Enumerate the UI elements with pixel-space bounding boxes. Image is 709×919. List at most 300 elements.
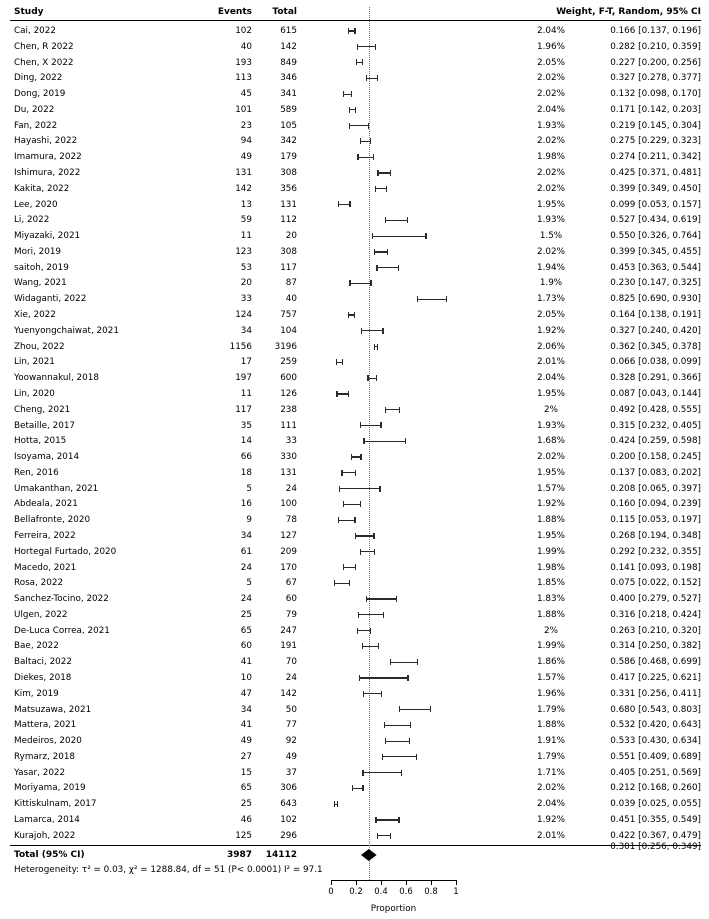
ci-bar — [377, 835, 391, 836]
total-row-total: 14112 — [265, 850, 297, 860]
total-value: 306 — [280, 783, 297, 794]
total-value: 111 — [280, 420, 297, 431]
study-label: Bellafronte, 2020 — [14, 515, 91, 526]
study-label: Kim, 2019 — [14, 688, 59, 699]
ci-text: 0.212 [0.168, 0.260] — [610, 783, 701, 794]
weight-value: 1.93% — [537, 120, 565, 131]
ci-bar — [366, 598, 397, 599]
events-value: 24 — [240, 562, 252, 573]
events-value: 53 — [240, 262, 252, 273]
ci-text: 0.327 [0.278, 0.377] — [610, 73, 701, 84]
total-value: 100 — [280, 499, 297, 510]
events-value: 18 — [240, 467, 252, 478]
ci-bar — [357, 46, 376, 47]
study-label: Ulgen, 2022 — [14, 609, 68, 620]
weight-value: 1.95% — [537, 199, 565, 210]
weight-value: 1.5% — [539, 231, 563, 242]
ci-text: 0.399 [0.349, 0.450] — [610, 183, 701, 194]
study-label: Ding, 2022 — [14, 73, 63, 84]
events-value: 10 — [240, 672, 252, 683]
x-axis-tick-label: 0.6 — [399, 887, 413, 897]
events-value: 113 — [235, 73, 252, 84]
events-value: 34 — [240, 325, 252, 336]
ci-bar — [352, 788, 364, 789]
weight-value: 2.06% — [537, 341, 565, 352]
total-value: 170 — [280, 562, 297, 573]
ci-bar — [377, 172, 391, 173]
total-value: 105 — [280, 120, 297, 131]
x-axis-tick — [456, 880, 457, 885]
study-label: Kakita, 2022 — [14, 183, 70, 194]
study-label: Kittiskulnam, 2017 — [14, 799, 97, 810]
total-value: 643 — [280, 799, 297, 810]
total-value: 33 — [285, 436, 297, 447]
total-value: 112 — [280, 215, 297, 226]
weight-value: 1.92% — [537, 499, 565, 510]
weight-value: 1.73% — [537, 294, 565, 305]
ci-text: 0.208 [0.065, 0.397] — [610, 483, 701, 494]
ci-bar — [348, 30, 355, 31]
events-value: 11 — [240, 388, 252, 399]
weight-value: 1.98% — [537, 562, 565, 573]
total-value: 342 — [280, 136, 297, 147]
weight-value: 2.01% — [537, 830, 565, 841]
ci-bar — [343, 504, 361, 505]
ci-text: 0.453 [0.363, 0.544] — [610, 262, 701, 273]
total-value: 117 — [280, 262, 297, 273]
x-axis-tick — [381, 880, 382, 885]
weight-value: 1.79% — [537, 704, 565, 715]
events-value: 101 — [235, 104, 252, 115]
ci-text: 0.417 [0.225, 0.621] — [610, 672, 701, 683]
total-value: 126 — [280, 388, 297, 399]
ci-text: 0.132 [0.098, 0.170] — [610, 89, 701, 100]
events-value: 46 — [240, 815, 252, 825]
weight-value: 2.02% — [537, 73, 565, 84]
weight-value: 1.95% — [537, 388, 565, 399]
study-label: Medeiros, 2020 — [14, 736, 82, 747]
ci-bar — [355, 535, 374, 536]
ci-text: 0.425 [0.371, 0.481] — [610, 168, 701, 179]
ci-bar — [385, 220, 408, 221]
total-value: 296 — [280, 830, 297, 841]
total-value: 341 — [280, 89, 297, 100]
ci-text: 0.137 [0.083, 0.202] — [610, 467, 701, 478]
study-label: Miyazaki, 2021 — [14, 231, 81, 242]
total-value: 209 — [280, 546, 297, 557]
ci-text: 0.550 [0.326, 0.764] — [610, 231, 701, 242]
ci-text: 0.164 [0.138, 0.191] — [610, 310, 701, 321]
events-value: 17 — [240, 357, 252, 368]
study-label: Xie, 2022 — [14, 310, 56, 321]
ci-text: 0.316 [0.218, 0.424] — [610, 609, 701, 620]
total-value: 78 — [285, 515, 297, 526]
study-label: Rymarz, 2018 — [14, 751, 76, 762]
events-value: 35 — [240, 420, 252, 431]
weight-value: 1.57% — [537, 483, 565, 494]
ci-text: 0.825 [0.690, 0.930] — [610, 294, 701, 305]
total-value: 87 — [285, 278, 297, 289]
ci-text: 0.087 [0.043, 0.144] — [610, 388, 701, 399]
ci-bar — [341, 472, 356, 473]
study-label: Yuenyongchaiwat, 2021 — [14, 325, 119, 336]
weight-value: 2.02% — [537, 246, 565, 257]
total-value: 50 — [285, 704, 297, 715]
total-value: 20 — [285, 231, 297, 242]
x-axis-tick — [331, 880, 332, 885]
ci-text: 0.680 [0.543, 0.803] — [610, 704, 701, 715]
ci-text: 0.275 [0.229, 0.323] — [610, 136, 701, 147]
study-label: Fan, 2022 — [14, 120, 58, 131]
events-value: 49 — [240, 736, 252, 747]
ci-bar — [382, 756, 417, 757]
events-value: 9 — [246, 515, 252, 526]
x-axis-title: Proportion — [370, 904, 417, 914]
weight-value: 2.04% — [537, 799, 565, 810]
events-value: 13 — [240, 199, 252, 210]
weight-value: 2% — [544, 404, 558, 415]
ci-text: 0.527 [0.434, 0.619] — [610, 215, 701, 226]
events-value: 41 — [240, 720, 252, 731]
ci-text: 0.200 [0.158, 0.245] — [610, 452, 701, 463]
study-label: Li, 2022 — [14, 215, 50, 226]
total-value: 247 — [280, 625, 297, 636]
ci-text: 0.099 [0.053, 0.157] — [610, 199, 701, 210]
weight-value: 2% — [544, 625, 558, 636]
ci-text: 0.171 [0.142, 0.203] — [610, 104, 701, 115]
study-label: Macedo, 2021 — [14, 562, 77, 573]
study-label: Ferreira, 2022 — [14, 530, 76, 541]
events-value: 40 — [240, 41, 252, 52]
study-label: Wang, 2021 — [14, 278, 67, 289]
ci-text: 0.327 [0.240, 0.420] — [610, 325, 701, 336]
study-label: Bae, 2022 — [14, 641, 59, 652]
study-label: Hayashi, 2022 — [14, 136, 78, 147]
study-label: Chen, X 2022 — [14, 57, 74, 68]
study-label: Mattera, 2021 — [14, 720, 77, 731]
ci-bar — [363, 441, 405, 442]
weight-value: 1.83% — [537, 594, 565, 605]
study-label: Isoyama, 2014 — [14, 452, 80, 463]
study-label: Lin, 2021 — [14, 357, 55, 368]
weight-value: 1.96% — [537, 41, 565, 52]
pooled-diamond — [361, 849, 377, 861]
total-value: 70 — [285, 657, 297, 668]
weight-value: 1.88% — [537, 609, 565, 620]
total-value: 127 — [280, 530, 297, 541]
study-label: Mori, 2019 — [14, 246, 62, 257]
x-axis-tick — [406, 880, 407, 885]
total-value: 308 — [280, 168, 297, 179]
study-label: Lee, 2020 — [14, 199, 58, 210]
study-label: Hortegal Furtado, 2020 — [14, 546, 117, 557]
total-value: 757 — [280, 310, 297, 321]
total-value: 191 — [280, 641, 297, 652]
weight-value: 2.01% — [537, 357, 565, 368]
study-label: Cai, 2022 — [14, 26, 56, 36]
events-value: 125 — [235, 830, 252, 841]
x-axis-tick-label: 1 — [453, 887, 459, 897]
ci-text: 0.492 [0.428, 0.555] — [610, 404, 701, 415]
study-label: Du, 2022 — [14, 104, 55, 115]
total-value: 356 — [280, 183, 297, 194]
ci-bar — [336, 362, 344, 363]
column-header-total: Total — [272, 7, 297, 17]
total-value: 49 — [285, 751, 297, 762]
total-value: 346 — [280, 73, 297, 84]
ci-text: 0.422 [0.367, 0.479] — [610, 830, 701, 841]
ci-text: 0.451 [0.355, 0.549] — [610, 815, 701, 825]
events-value: 16 — [240, 499, 252, 510]
total-value: 131 — [280, 467, 297, 478]
ci-text: 0.400 [0.279, 0.527] — [610, 594, 701, 605]
total-value: 67 — [285, 578, 297, 589]
study-label: Chen, R 2022 — [14, 41, 74, 52]
events-value: 65 — [240, 625, 252, 636]
ci-text: 0.533 [0.430, 0.634] — [610, 736, 701, 747]
ci-bar — [359, 677, 409, 678]
ci-bar — [375, 188, 388, 189]
weight-value: 1.93% — [537, 215, 565, 226]
study-label: Widaganti, 2022 — [14, 294, 87, 305]
ci-text: 0.292 [0.232, 0.355] — [610, 546, 701, 557]
events-value: 131 — [235, 168, 252, 179]
total-value: 849 — [280, 57, 297, 68]
ci-text: 0.551 [0.409, 0.689] — [610, 751, 701, 762]
weight-value: 2.04% — [537, 104, 565, 115]
ci-bar — [336, 393, 349, 394]
ci-bar — [349, 283, 371, 284]
ci-text: 0.282 [0.210, 0.359] — [610, 41, 701, 52]
ci-bar — [338, 520, 356, 521]
weight-value: 1.91% — [537, 736, 565, 747]
weight-value: 2.05% — [537, 310, 565, 321]
x-axis-line — [331, 880, 456, 881]
ci-bar — [375, 819, 399, 820]
total-value: 589 — [280, 104, 297, 115]
total-value: 308 — [280, 246, 297, 257]
ci-bar — [372, 236, 427, 237]
events-value: 20 — [240, 278, 252, 289]
study-label: Lamarca, 2014 — [14, 815, 80, 825]
weight-value: 1.88% — [537, 515, 565, 526]
ci-bar — [348, 314, 355, 315]
events-value: 34 — [240, 704, 252, 715]
ci-text: 0.315 [0.232, 0.405] — [610, 420, 701, 431]
ci-bar — [376, 267, 399, 268]
ci-text: 0.532 [0.420, 0.643] — [610, 720, 701, 731]
weight-value: 1.99% — [537, 641, 565, 652]
ci-bar — [385, 409, 401, 410]
weight-value: 1.94% — [537, 262, 565, 273]
header-rule — [10, 20, 701, 21]
ci-bar — [343, 567, 356, 568]
study-label: Cheng, 2021 — [14, 404, 71, 415]
x-axis-tick-label: 0.4 — [374, 887, 388, 897]
study-label: Diekes, 2018 — [14, 672, 72, 683]
ci-bar — [362, 772, 402, 773]
ci-bar — [363, 693, 382, 694]
ci-text: 0.274 [0.211, 0.342] — [610, 152, 701, 163]
ci-bar — [334, 583, 350, 584]
total-value: 79 — [285, 609, 297, 620]
column-header-study: Study — [14, 7, 44, 17]
ci-bar — [362, 646, 379, 647]
study-label: Matsuzawa, 2021 — [14, 704, 92, 715]
weight-value: 2.02% — [537, 183, 565, 194]
ci-text: 0.227 [0.200, 0.256] — [610, 57, 701, 68]
x-axis-tick-label: 0 — [328, 887, 334, 897]
study-label: De-Luca Correa, 2021 — [14, 625, 110, 636]
ci-text: 0.405 [0.251, 0.569] — [610, 767, 701, 778]
events-value: 60 — [240, 641, 252, 652]
ci-text: 0.314 [0.250, 0.382] — [610, 641, 701, 652]
weight-value: 1.71% — [537, 767, 565, 778]
total-value: 40 — [285, 294, 297, 305]
events-value: 33 — [240, 294, 252, 305]
study-label: Betaille, 2017 — [14, 420, 76, 431]
ci-text: 0.263 [0.210, 0.320] — [610, 625, 701, 636]
x-axis-tick — [356, 880, 357, 885]
ci-bar — [374, 346, 378, 347]
events-value: 65 — [240, 783, 252, 794]
ci-bar — [366, 78, 378, 79]
study-label: Sanchez-Tocino, 2022 — [14, 594, 109, 605]
ci-bar — [390, 662, 419, 663]
ci-text: 0.586 [0.468, 0.699] — [610, 657, 701, 668]
study-label: Kurajoh, 2022 — [14, 830, 76, 841]
events-value: 59 — [240, 215, 252, 226]
total-value: 259 — [280, 357, 297, 368]
ci-bar — [356, 62, 363, 63]
study-label: Rosa, 2022 — [14, 578, 64, 589]
ci-bar — [338, 204, 351, 205]
ci-text: 0.219 [0.145, 0.304] — [610, 120, 701, 131]
events-value: 61 — [240, 546, 252, 557]
total-value: 102 — [280, 815, 297, 825]
ci-bar — [360, 551, 375, 552]
study-label: Hotta, 2015 — [14, 436, 67, 447]
study-label: Imamura, 2022 — [14, 152, 82, 163]
ci-text: 0.160 [0.094, 0.239] — [610, 499, 701, 510]
events-value: 5 — [246, 483, 252, 494]
weight-value: 1.92% — [537, 815, 565, 825]
ci-text: 0.141 [0.093, 0.198] — [610, 562, 701, 573]
events-value: 14 — [240, 436, 252, 447]
ci-text: 0.230 [0.147, 0.325] — [610, 278, 701, 289]
total-value: 3196 — [274, 341, 297, 352]
ci-bar — [360, 425, 382, 426]
ci-bar — [399, 709, 432, 710]
ci-text: 0.424 [0.259, 0.598] — [610, 436, 701, 447]
total-value: 179 — [280, 152, 297, 163]
weight-value: 2.02% — [537, 136, 565, 147]
pooled-ci-text: 0.301 [0.256, 0.349] — [610, 842, 701, 852]
ci-bar — [351, 456, 362, 457]
total-value: 131 — [280, 199, 297, 210]
ci-bar — [349, 125, 369, 126]
total-value: 142 — [280, 688, 297, 699]
total-value: 142 — [280, 41, 297, 52]
study-label: Abdeala, 2021 — [14, 499, 78, 510]
events-value: 94 — [240, 136, 252, 147]
total-value: 37 — [285, 767, 297, 778]
ci-bar — [367, 378, 376, 379]
events-value: 23 — [240, 120, 252, 131]
events-value: 117 — [235, 404, 252, 415]
events-value: 24 — [240, 594, 252, 605]
events-value: 11 — [240, 231, 252, 242]
total-value: 615 — [280, 26, 297, 36]
ci-bar — [385, 741, 411, 742]
events-value: 25 — [240, 799, 252, 810]
weight-value: 2.02% — [537, 168, 565, 179]
total-value: 60 — [285, 594, 297, 605]
ci-bar — [334, 804, 338, 805]
events-value: 1156 — [229, 341, 252, 352]
x-axis-tick-label: 0.8 — [424, 887, 438, 897]
weight-value: 1.79% — [537, 751, 565, 762]
study-label: Yasar, 2022 — [14, 767, 66, 778]
column-header-events: Events — [217, 7, 252, 17]
study-label: Baltaci, 2022 — [14, 657, 72, 668]
ci-bar — [339, 488, 381, 489]
weight-value: 1.93% — [537, 420, 565, 431]
study-label: saitoh, 2019 — [14, 262, 69, 273]
study-label: Ren, 2016 — [14, 467, 59, 478]
events-value: 102 — [235, 26, 252, 36]
total-row-events: 3987 — [226, 850, 252, 860]
weight-value: 1.95% — [537, 530, 565, 541]
events-value: 197 — [235, 373, 252, 384]
events-value: 15 — [240, 767, 252, 778]
total-value: 104 — [280, 325, 297, 336]
heterogeneity-text: Heterogeneity: τ² = 0.03, χ² = 1288.84, df = 51 (P< 0.0001) I² = 97.1 — [14, 865, 323, 875]
total-row-label: Total (95% CI) — [14, 850, 85, 860]
ci-text: 0.039 [0.025, 0.055] — [610, 799, 701, 810]
ci-bar — [349, 109, 357, 110]
total-value: 330 — [280, 452, 297, 463]
ci-bar — [384, 725, 412, 726]
x-axis-tick-label: 0.2 — [349, 887, 363, 897]
ci-bar — [360, 141, 372, 142]
ci-text: 0.075 [0.022, 0.152] — [610, 578, 701, 589]
study-label: Dong, 2019 — [14, 89, 66, 100]
total-value: 77 — [285, 720, 297, 731]
ci-text: 0.166 [0.137, 0.196] — [610, 26, 701, 36]
weight-value: 2.05% — [537, 57, 565, 68]
events-value: 41 — [240, 657, 252, 668]
events-value: 5 — [246, 578, 252, 589]
total-value: 24 — [285, 483, 297, 494]
ci-text: 0.066 [0.038, 0.099] — [610, 357, 701, 368]
total-value: 24 — [285, 672, 297, 683]
study-label: Umakanthan, 2021 — [14, 483, 99, 494]
weight-value: 1.99% — [537, 546, 565, 557]
ci-bar — [374, 251, 388, 252]
total-value: 92 — [285, 736, 297, 747]
study-label: Yoowannakul, 2018 — [14, 373, 99, 384]
study-label: Ishimura, 2022 — [14, 168, 81, 179]
events-value: 124 — [235, 310, 252, 321]
total-value: 600 — [280, 373, 297, 384]
column-header-weight-ci: Weight, F-T, Random, 95% CI — [556, 7, 701, 17]
weight-value: 1.95% — [537, 467, 565, 478]
ci-bar — [358, 614, 384, 615]
ci-bar — [361, 330, 384, 331]
ci-text: 0.268 [0.194, 0.348] — [610, 530, 701, 541]
ci-bar — [417, 299, 447, 300]
